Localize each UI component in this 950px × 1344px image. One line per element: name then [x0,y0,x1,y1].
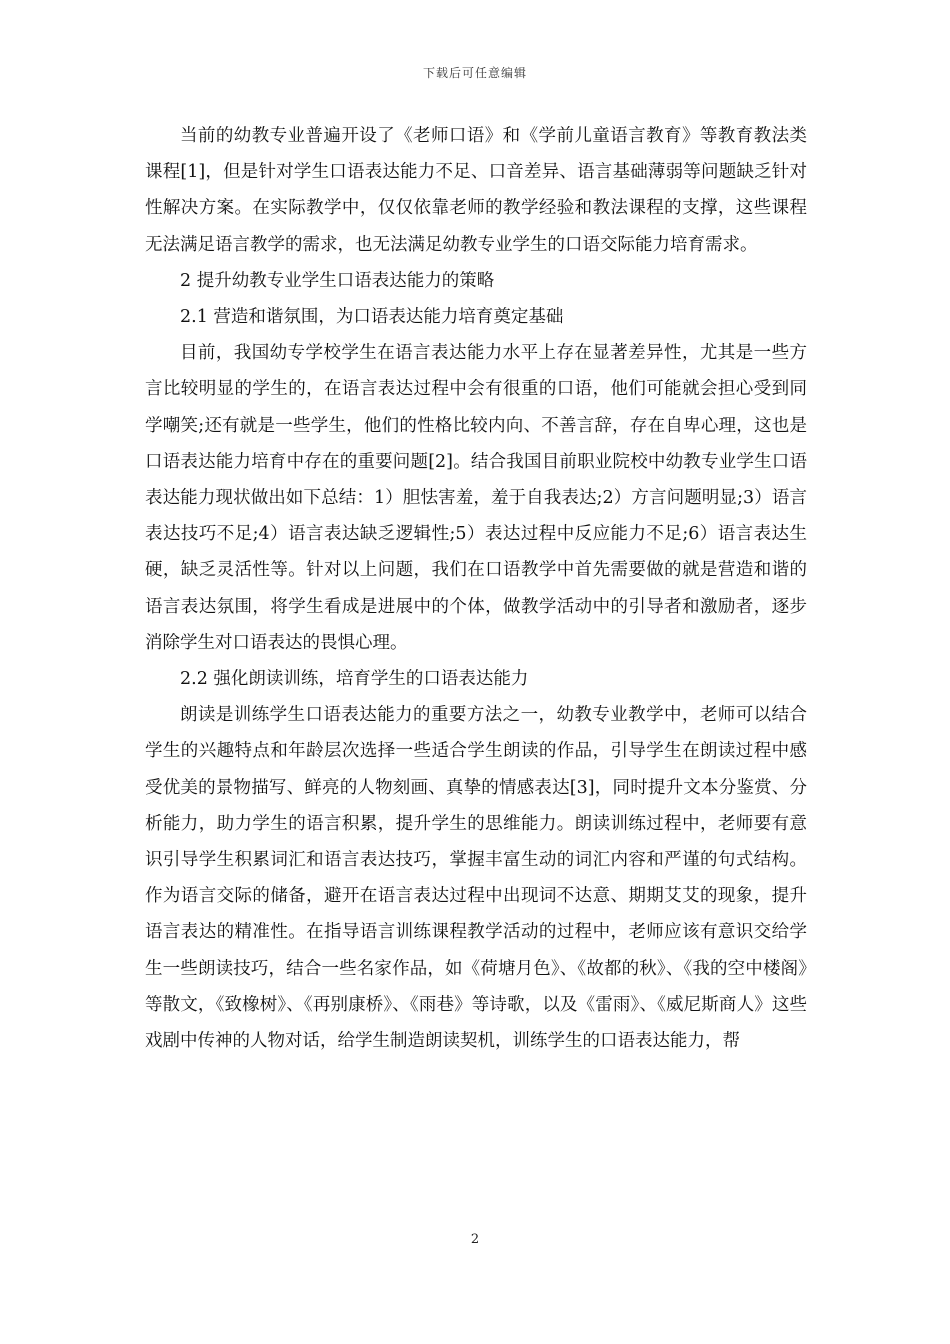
page-number: 2 [470,1232,480,1247]
document-body [145,118,807,1059]
subsection-heading-2-2: 2.2 强化朗读训练，培育学生的口语表达能力 [180,669,529,690]
subsection-heading-2-1: 2.1 营造和谐氛围，为口语表达能力培育奠定基础 [180,307,564,328]
paragraph-course-overview: 当前的幼教专业普遍开设了《老师口语》和《学前儿童语言教育》等教育教法类课程[1]，但是针对学生口语表达能力不足、口音差异、语言基础薄弱等问题缺乏针对性解决方案。在实际教学中，仅仅依靠老师的教学经验和教法课程的支撑，这些课程无法满足语言教学的需求，也无法满足幼教专业学生的口语交际能力培育需求。 [145,126,807,255]
section-heading-2: 2 提升幼教专业学生口语表达能力的策略 [180,270,495,291]
paragraph-reading-training: 朗读是训练学生口语表达能力的重要方法之一，幼教专业教学中，老师可以结合学生的兴趣特点和年龄层次选择一些适合学生朗读的作品，引导学生在朗读过程中感受优美的景物描写、鲜亮的人物刻画、真挚的情感表达[3]，同时提升文本分鉴赏、分析能力，助力学生的语言积累，提升学生的思维能力。朗读训练过程中，老师要有意识引导学生积累词汇和语言表达技巧，掌握丰富生动的词汇内容和严谨的句式结构。作为语言交际的储备，避开在语言表达过程中出现词不达意、期期艾艾的现象，提升语言表达的精准性。在指导语言训练课程教学活动的过程中，老师应该有意识交给学生一些朗读技巧，结合一些名家作品，如《荷塘月色》、《故都的秋》、《我的空中楼阁》等散文，《致橡树》、《再别康桥》、《雨巷》等诗歌，以及《雷雨》、《威尼斯商人》这些戏剧中传神的人物对话，给学生制造朗读契机，训练学生的口语表达能力，帮 [145,705,807,1052]
paragraph-atmosphere: 目前，我国幼专学校学生在语言表达能力水平上存在显著差异性，尤其是一些方言比较明显的学生的，在语言表达过程中会有很重的口语，他们可能就会担心受到同学嘲笑;还有就是一些学生，他们的性格比较内向、不善言辞，存在自卑心理，这也是口语表达能力培育中存在的重要问题[2]。结合我国目前职业院校中幼教专业学生口语表达能力现状做出如下总结：1）胆怯害羞，羞于自我表达;2）方言问题明显;3）语言表达技巧不足;4）语言表达缺乏逻辑性;5）表达过程中反应能力不足;6）语言表达生硬，缺乏灵活性等。针对以上问题，我们在口语教学中首先需要做的就是营造和谐的语言表达氛围，将学生看成是进展中的个体，做教学活动中的引导者和激励者，逐步消除学生对口语表达的畏惧心理。 [145,343,807,653]
page-header: 下载后可任意编辑 [422,66,527,80]
